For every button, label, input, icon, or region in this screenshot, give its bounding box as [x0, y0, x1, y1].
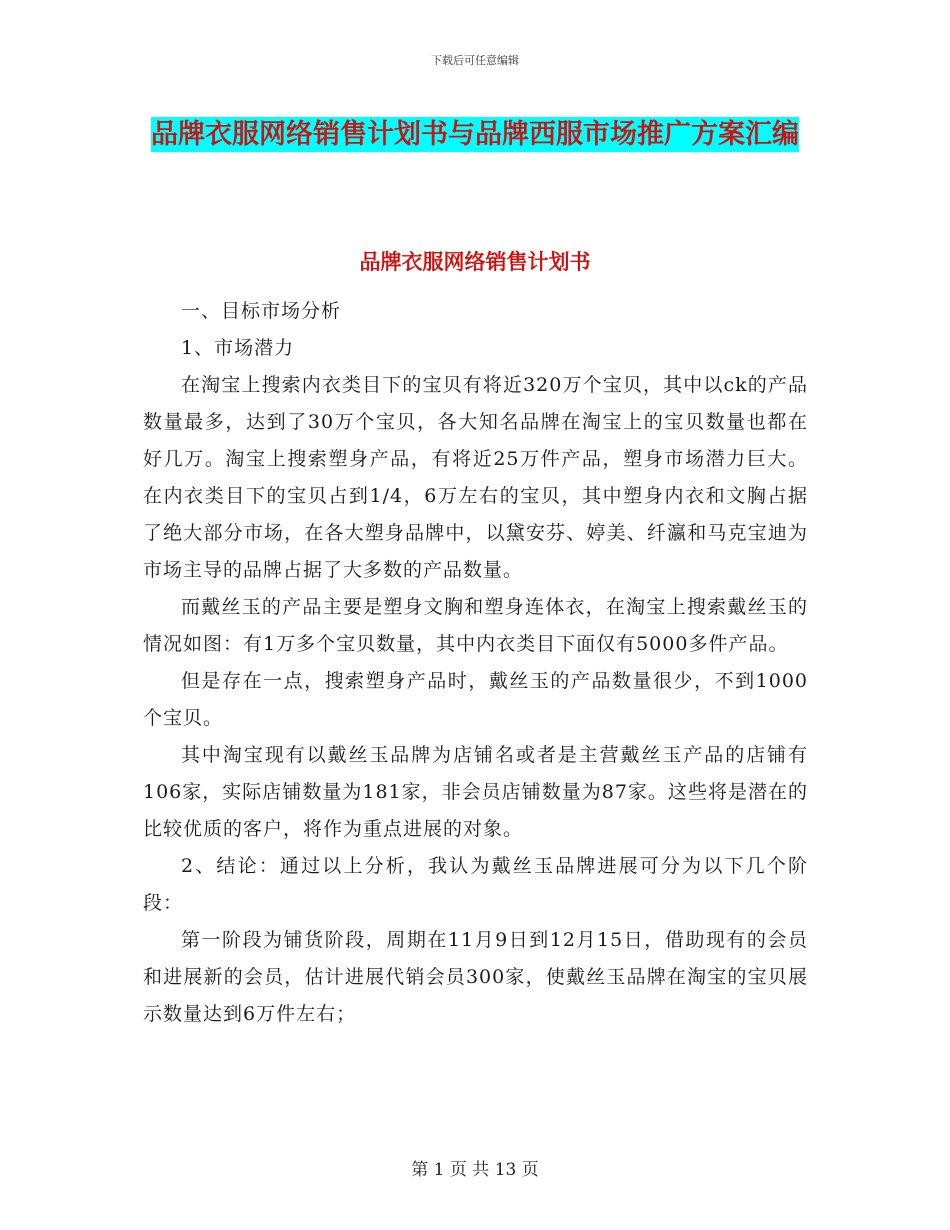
header-note: 下载后可任意编辑 — [431, 54, 519, 67]
paragraph: 其中淘宝现有以戴丝玉品牌为店铺名或者是主营戴丝玉产品的店铺有106家，实际店铺数量为181家，非会员店铺数量为87家。这些将是潜在的比较优质的客户，将作为重点进展的对象。 — [143, 744, 808, 840]
document-title-text: 品牌衣服网络销售计划书与品牌西服市场推广方案汇编 — [151, 119, 799, 150]
paragraph: 但是存在一点，搜索塑身产品时，戴丝玉的产品数量很少，不到1000个宝贝。 — [143, 670, 808, 729]
document-title — [140, 110, 810, 160]
page-number: 第 1 页 共 13 页 — [411, 1160, 539, 1180]
heading-market-potential: 1、市场潜力 — [181, 337, 295, 359]
paragraph-conclusion: 2、结论：通过以上分析，我认为戴丝玉品牌进展可分为以下几个阶段： — [143, 855, 808, 914]
paragraph: 第一阶段为铺货阶段，周期在11月9日到12月15日，借助现有的会员和进展新的会员，估计进展代销会员300家，使戴丝玉品牌在淘宝的宝贝展示数量达到6万件左右； — [143, 929, 808, 1025]
document-body — [143, 293, 808, 1033]
paragraph: 而戴丝玉的产品主要是塑身文胸和塑身连体衣，在淘宝上搜索戴丝玉的情况如图：有1万多个宝贝数量，其中内衣类目下面仅有5000多件产品。 — [143, 596, 808, 655]
heading-target-market: 一、目标市场分析 — [181, 300, 342, 322]
section-title: 品牌衣服网络销售计划书 — [359, 250, 591, 274]
paragraph: 在淘宝上搜索内衣类目下的宝贝有将近320万个宝贝，其中以ck的产品数量最多，达到了30万个宝贝，各大知名品牌在淘宝上的宝贝数量也都在好几万。淘宝上搜索塑身产品，有将近25万件产品，塑身市场潜力巨大。在内衣类目下的宝贝占到1/4，6万左右的宝贝，其中塑身内衣和文胸占据了绝大部分市场，在各大塑身品牌中，以黛安芬、婷美、纤瀛和马克宝迪为市场主导的品牌占据了大多数的产品数量。 — [143, 374, 808, 581]
